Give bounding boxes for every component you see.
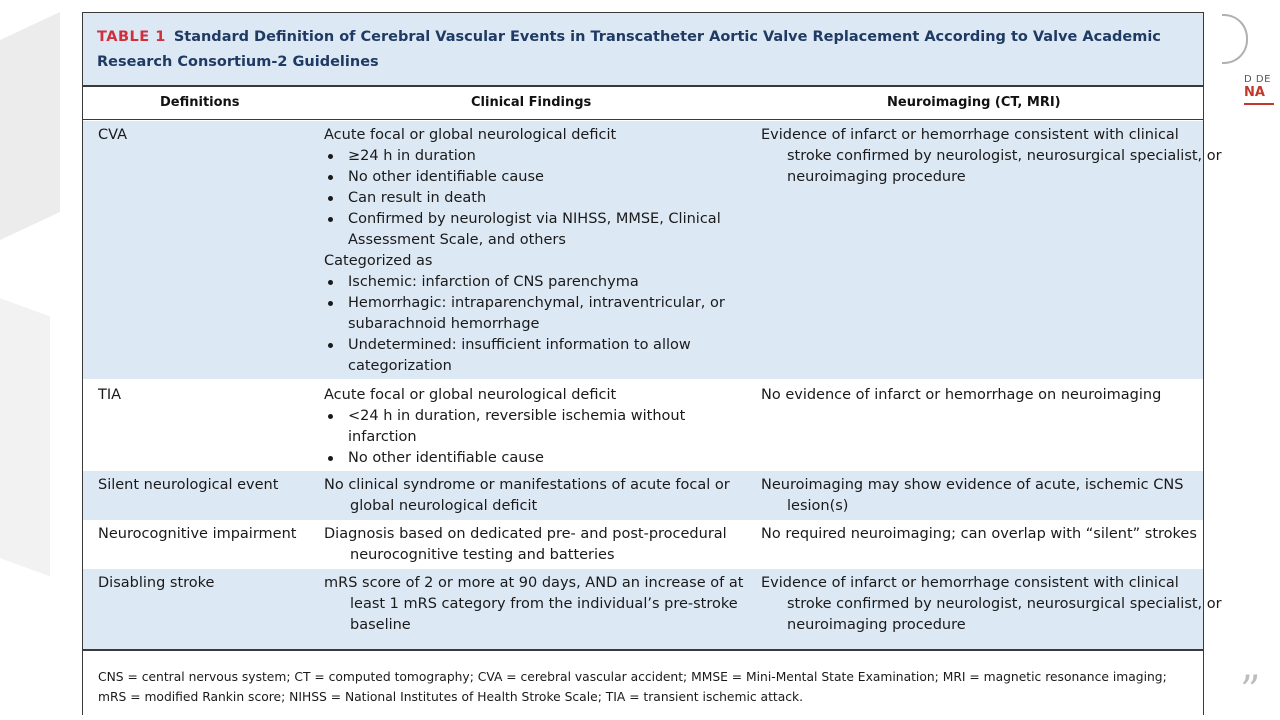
row-clinical-findings [324, 385, 744, 469]
row-neuroimaging: Evidence of infarct or hemorrhage consistent with clinical stroke confirmed by neurologist, neurosurgical specialist, or neuroimaging procedure [761, 127, 1222, 185]
logo-rule [1244, 103, 1274, 105]
table-title-text: Standard Definition of Cerebral Vascular Events in Transcatheter Aortic Valve Replacement According to Valve Academic Research Consortium-2 Guidelines [97, 29, 1161, 70]
table-row [83, 520, 1203, 569]
row-clinical-findings: Diagnosis based on dedicated pre- and post-procedural neurocognitive testing and batteries [324, 526, 727, 563]
clinical-intro: Acute focal or global neurological deficit [324, 387, 617, 403]
row-clinical-findings [324, 125, 744, 377]
column-header-definitions: Definitions [160, 95, 240, 110]
background-shape [0, 12, 60, 268]
clinical-bullet-list [324, 406, 744, 469]
list-item: No other identifiable cause [324, 167, 744, 188]
row-definition: Disabling stroke [98, 575, 215, 591]
row-definition: CVA [98, 127, 128, 143]
table-row [83, 569, 1222, 649]
column-header-clinical-findings: Clinical Findings [471, 95, 592, 110]
definitions-table [82, 12, 1222, 715]
table-label: TABLE 1 [97, 29, 166, 45]
table-row [83, 379, 1203, 471]
table-row [83, 471, 1203, 520]
background-shape [0, 284, 50, 577]
clinical-intro: Categorized as [324, 253, 433, 269]
logo-text: D DE [1244, 74, 1271, 85]
table-footnote: CNS = central nervous system; CT = computed tomography; CVA = cerebral vascular accident; MMSE = Mini-Mental State Examination; MRI = magnetic resonance imaging; mRS = modified Rankin score; NIHSS = National Institutes of Health Stroke Scale; TIA = transient ischemic attack. [98, 670, 1167, 704]
column-header-neuroimaging: Neuroimaging (CT, MRI) [887, 95, 1061, 110]
list-item: Undetermined: insufficient information to allow categorization [324, 335, 744, 377]
list-item: Confirmed by neurologist via NIHSS, MMSE, Clinical Assessment Scale, and others [324, 209, 744, 251]
list-item: <24 h in duration, reversible ischemia without infarction [324, 406, 744, 448]
row-definition: Neurocognitive impairment [98, 526, 297, 542]
row-neuroimaging: Evidence of infarct or hemorrhage consistent with clinical stroke confirmed by neurologist, neurosurgical specialist, or neuroimaging procedure [761, 575, 1222, 633]
logo-text-accent: NA [1244, 85, 1265, 100]
quote-mark-icon: ” [1240, 668, 1261, 714]
table-bottom-rule [83, 649, 1203, 651]
list-item: Can result in death [324, 188, 744, 209]
clinical-bullet-list [324, 146, 744, 251]
list-item: Hemorrhagic: intraparenchymal, intraventricular, or subarachnoid hemorrhage [324, 293, 744, 335]
table-header-row [83, 87, 1203, 120]
table-row [83, 121, 1222, 379]
list-item: ≥24 h in duration [324, 146, 744, 167]
table-title [97, 25, 1177, 75]
row-neuroimaging: Neuroimaging may show evidence of acute, ischemic CNS lesion(s) [761, 477, 1184, 514]
row-clinical-findings: No clinical syndrome or manifestations of acute focal or global neurological deficit [324, 477, 730, 514]
row-neuroimaging: No evidence of infarct or hemorrhage on neuroimaging [761, 387, 1162, 403]
row-definition: Silent neurological event [98, 477, 279, 493]
list-item: Ischemic: infarction of CNS parenchyma [324, 272, 744, 293]
clinical-intro: Acute focal or global neurological deficit [324, 127, 617, 143]
clinical-bullet-list [324, 272, 744, 377]
row-clinical-findings: mRS score of 2 or more at 90 days, AND an increase of at least 1 mRS category from the individual’s pre-stroke baseline [324, 575, 744, 633]
list-item: No other identifiable cause [324, 448, 744, 469]
table-title-bar [83, 13, 1203, 87]
row-definition: TIA [98, 387, 122, 403]
row-neuroimaging: No required neuroimaging; can overlap with “silent” strokes [761, 526, 1197, 542]
